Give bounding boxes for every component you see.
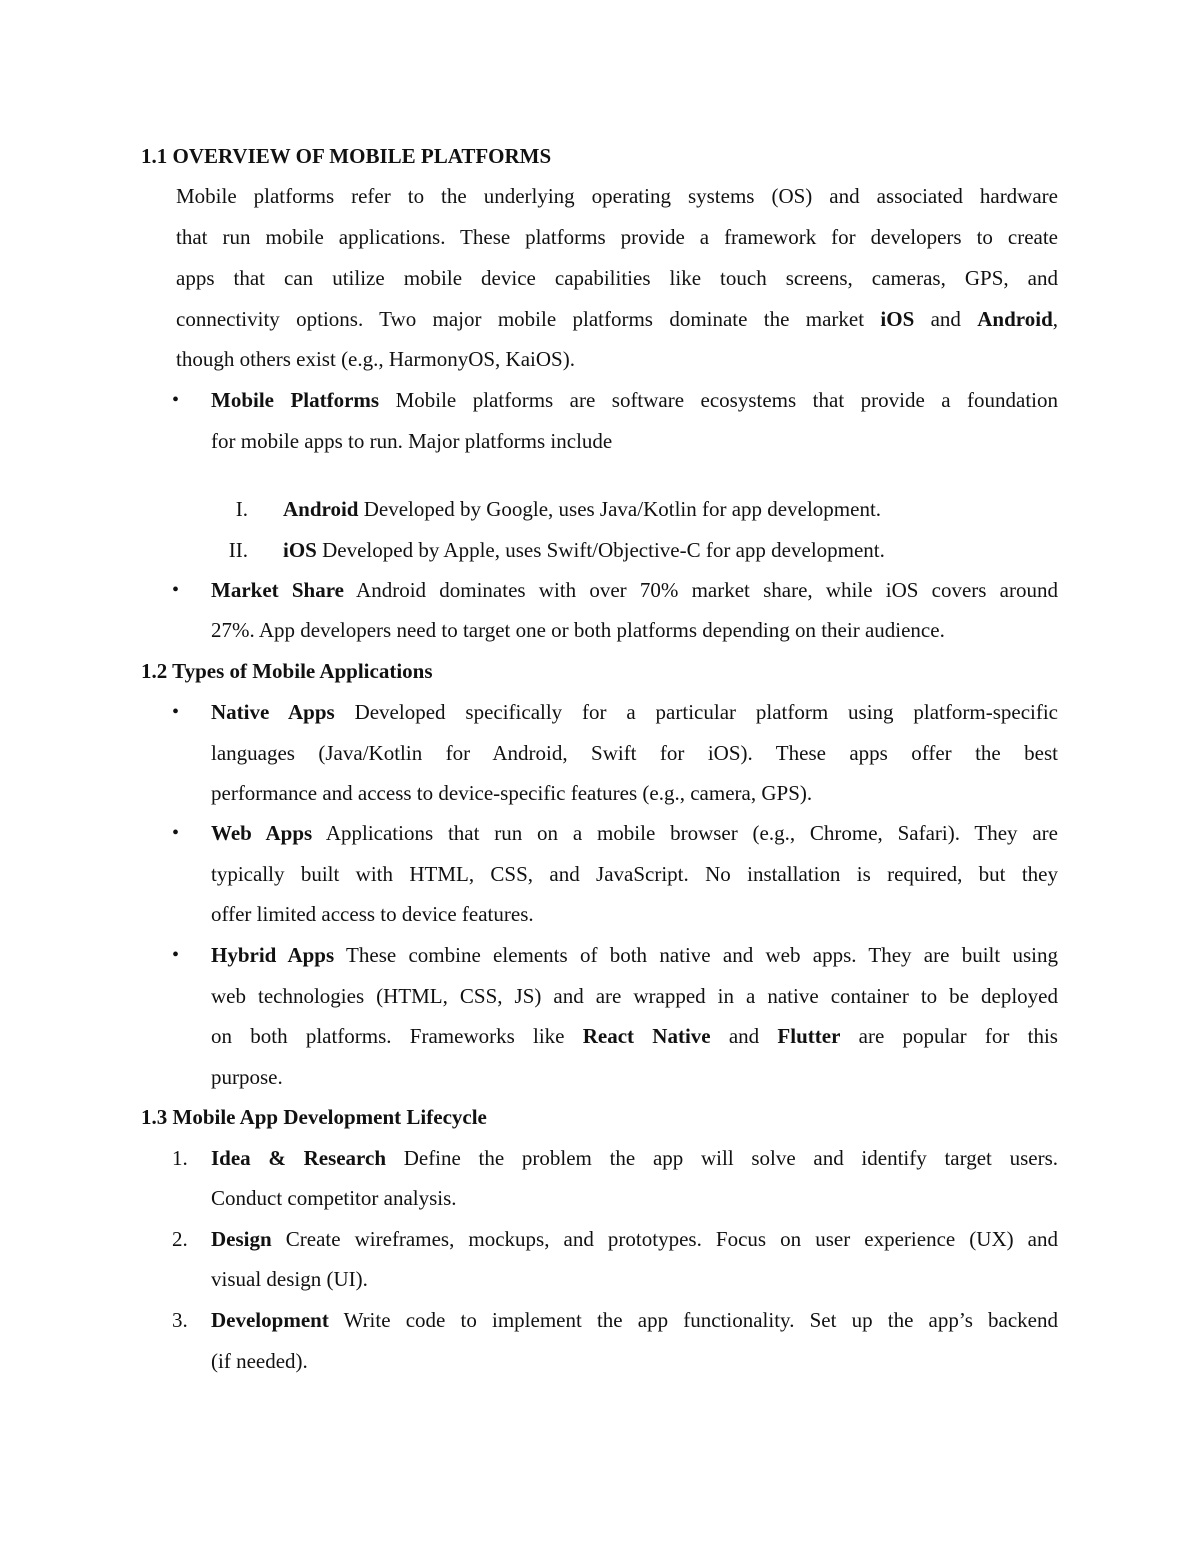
bullet-icon: • xyxy=(172,822,180,844)
text-run: Developed by Google, uses Java/Kotlin for app development. xyxy=(358,497,882,521)
bullet-line: web technologies (HTML, CSS, JS) and are wrapped in a native container to be deployed xyxy=(211,984,1058,1008)
text-run: and xyxy=(914,307,978,331)
sublist-item-ios xyxy=(283,536,885,564)
list-marker: II. xyxy=(228,538,248,562)
step-line: visual design (UI). xyxy=(211,1267,368,1291)
paragraph-line: Mobile platforms refer to the underlying operating systems (OS) and associated hardware xyxy=(176,184,1058,208)
bullet-icon: • xyxy=(172,701,180,723)
paragraph-line: though others exist (e.g., HarmonyOS, KaiOS). xyxy=(176,347,575,371)
bold-term: Web Apps xyxy=(211,821,313,845)
text-run: Developed by Apple, uses Swift/Objective-C for app development. xyxy=(316,538,885,562)
text-run: and xyxy=(710,1024,778,1048)
bold-term: Android xyxy=(977,307,1053,331)
bullet-line: 27%. App developers need to target one or both platforms depending on their audience. xyxy=(211,618,945,642)
bold-term: Android xyxy=(283,497,359,521)
paragraph-line: apps that can utilize mobile device capabilities like touch screens, cameras, GPS, and xyxy=(176,266,1058,290)
bullet-item-web-apps xyxy=(211,819,1058,847)
section-heading-1-3: 1.3 Mobile App Development Lifecycle xyxy=(141,1105,487,1129)
bold-term: Design xyxy=(211,1227,272,1251)
bold-term: iOS xyxy=(880,307,915,331)
bullet-item-hybrid-apps xyxy=(211,941,1058,969)
text-run: Applications that run on a mobile browser (e.g., Chrome, Safari). They are xyxy=(312,821,1058,845)
text-run: Developed specifically for a particular platform using platform-specific xyxy=(334,700,1058,724)
list-marker: I. xyxy=(235,497,248,521)
text-run: on both platforms. Frameworks like xyxy=(211,1024,583,1048)
text-run: Create wireframes, mockups, and prototypes. Focus on user experience (UX) and xyxy=(271,1227,1058,1251)
bold-term: Native Apps xyxy=(211,700,335,724)
text-run: , xyxy=(1052,307,1058,331)
text-run: These combine elements of both native and web apps. They are built using xyxy=(334,943,1058,967)
step-line: Conduct competitor analysis. xyxy=(211,1186,457,1210)
bullet-icon: • xyxy=(172,389,180,411)
bullet-line: typically built with HTML, CSS, and JavaScript. No installation is required, but they xyxy=(211,862,1058,886)
bold-term: iOS xyxy=(283,538,317,562)
text-run: Define the problem the app will solve and identify target users. xyxy=(386,1146,1058,1170)
section-heading-1-1: 1.1 OVERVIEW OF MOBILE PLATFORMS xyxy=(141,144,552,168)
section-heading-1-2: 1.2 Types of Mobile Applications xyxy=(141,659,433,683)
bold-term: Idea & Research xyxy=(211,1146,386,1170)
paragraph-line: that run mobile applications. These platforms provide a framework for developers to create xyxy=(176,225,1058,249)
bullet-item-mobile-platforms xyxy=(211,386,1058,414)
bold-term: React Native xyxy=(582,1024,711,1048)
step-line: (if needed). xyxy=(211,1349,308,1373)
text-run: Mobile platforms are software ecosystems that provide a foundation xyxy=(379,388,1059,412)
bullet-line: purpose. xyxy=(211,1065,283,1089)
sublist-item-android xyxy=(283,495,881,523)
list-marker: 1. xyxy=(172,1146,188,1170)
paragraph-line xyxy=(176,305,1058,333)
bullet-item-native-apps xyxy=(211,698,1058,726)
bullet-line: languages (Java/Kotlin for Android, Swift for iOS). These apps offer the best xyxy=(211,741,1058,765)
text-run: are popular for this xyxy=(840,1024,1058,1048)
text-run: Write code to implement the app functionality. Set up the app’s backend xyxy=(328,1308,1058,1332)
list-marker: 2. xyxy=(172,1227,188,1251)
text-run: connectivity options. Two major mobile platforms dominate the market xyxy=(176,307,881,331)
bullet-line: offer limited access to device features. xyxy=(211,902,534,926)
bullet-line: performance and access to device-specific features (e.g., camera, GPS). xyxy=(211,781,813,805)
step-item-idea-research xyxy=(211,1144,1058,1172)
bold-term: Flutter xyxy=(777,1024,841,1048)
bullet-item-market-share xyxy=(211,576,1058,604)
list-marker: 3. xyxy=(172,1308,188,1332)
bold-term: Hybrid Apps xyxy=(211,943,335,967)
bullet-icon: • xyxy=(172,944,180,966)
bullet-line: for mobile apps to run. Major platforms include xyxy=(211,429,613,453)
step-item-design xyxy=(211,1225,1058,1253)
step-item-development xyxy=(211,1306,1058,1334)
bullet-icon: • xyxy=(172,579,180,601)
bold-term: Market Share xyxy=(211,578,344,602)
bold-term: Mobile Platforms xyxy=(211,388,380,412)
text-run: Android dominates with over 70% market share, while iOS covers around xyxy=(343,578,1058,602)
bold-term: Development xyxy=(211,1308,329,1332)
bullet-line xyxy=(211,1022,1058,1050)
